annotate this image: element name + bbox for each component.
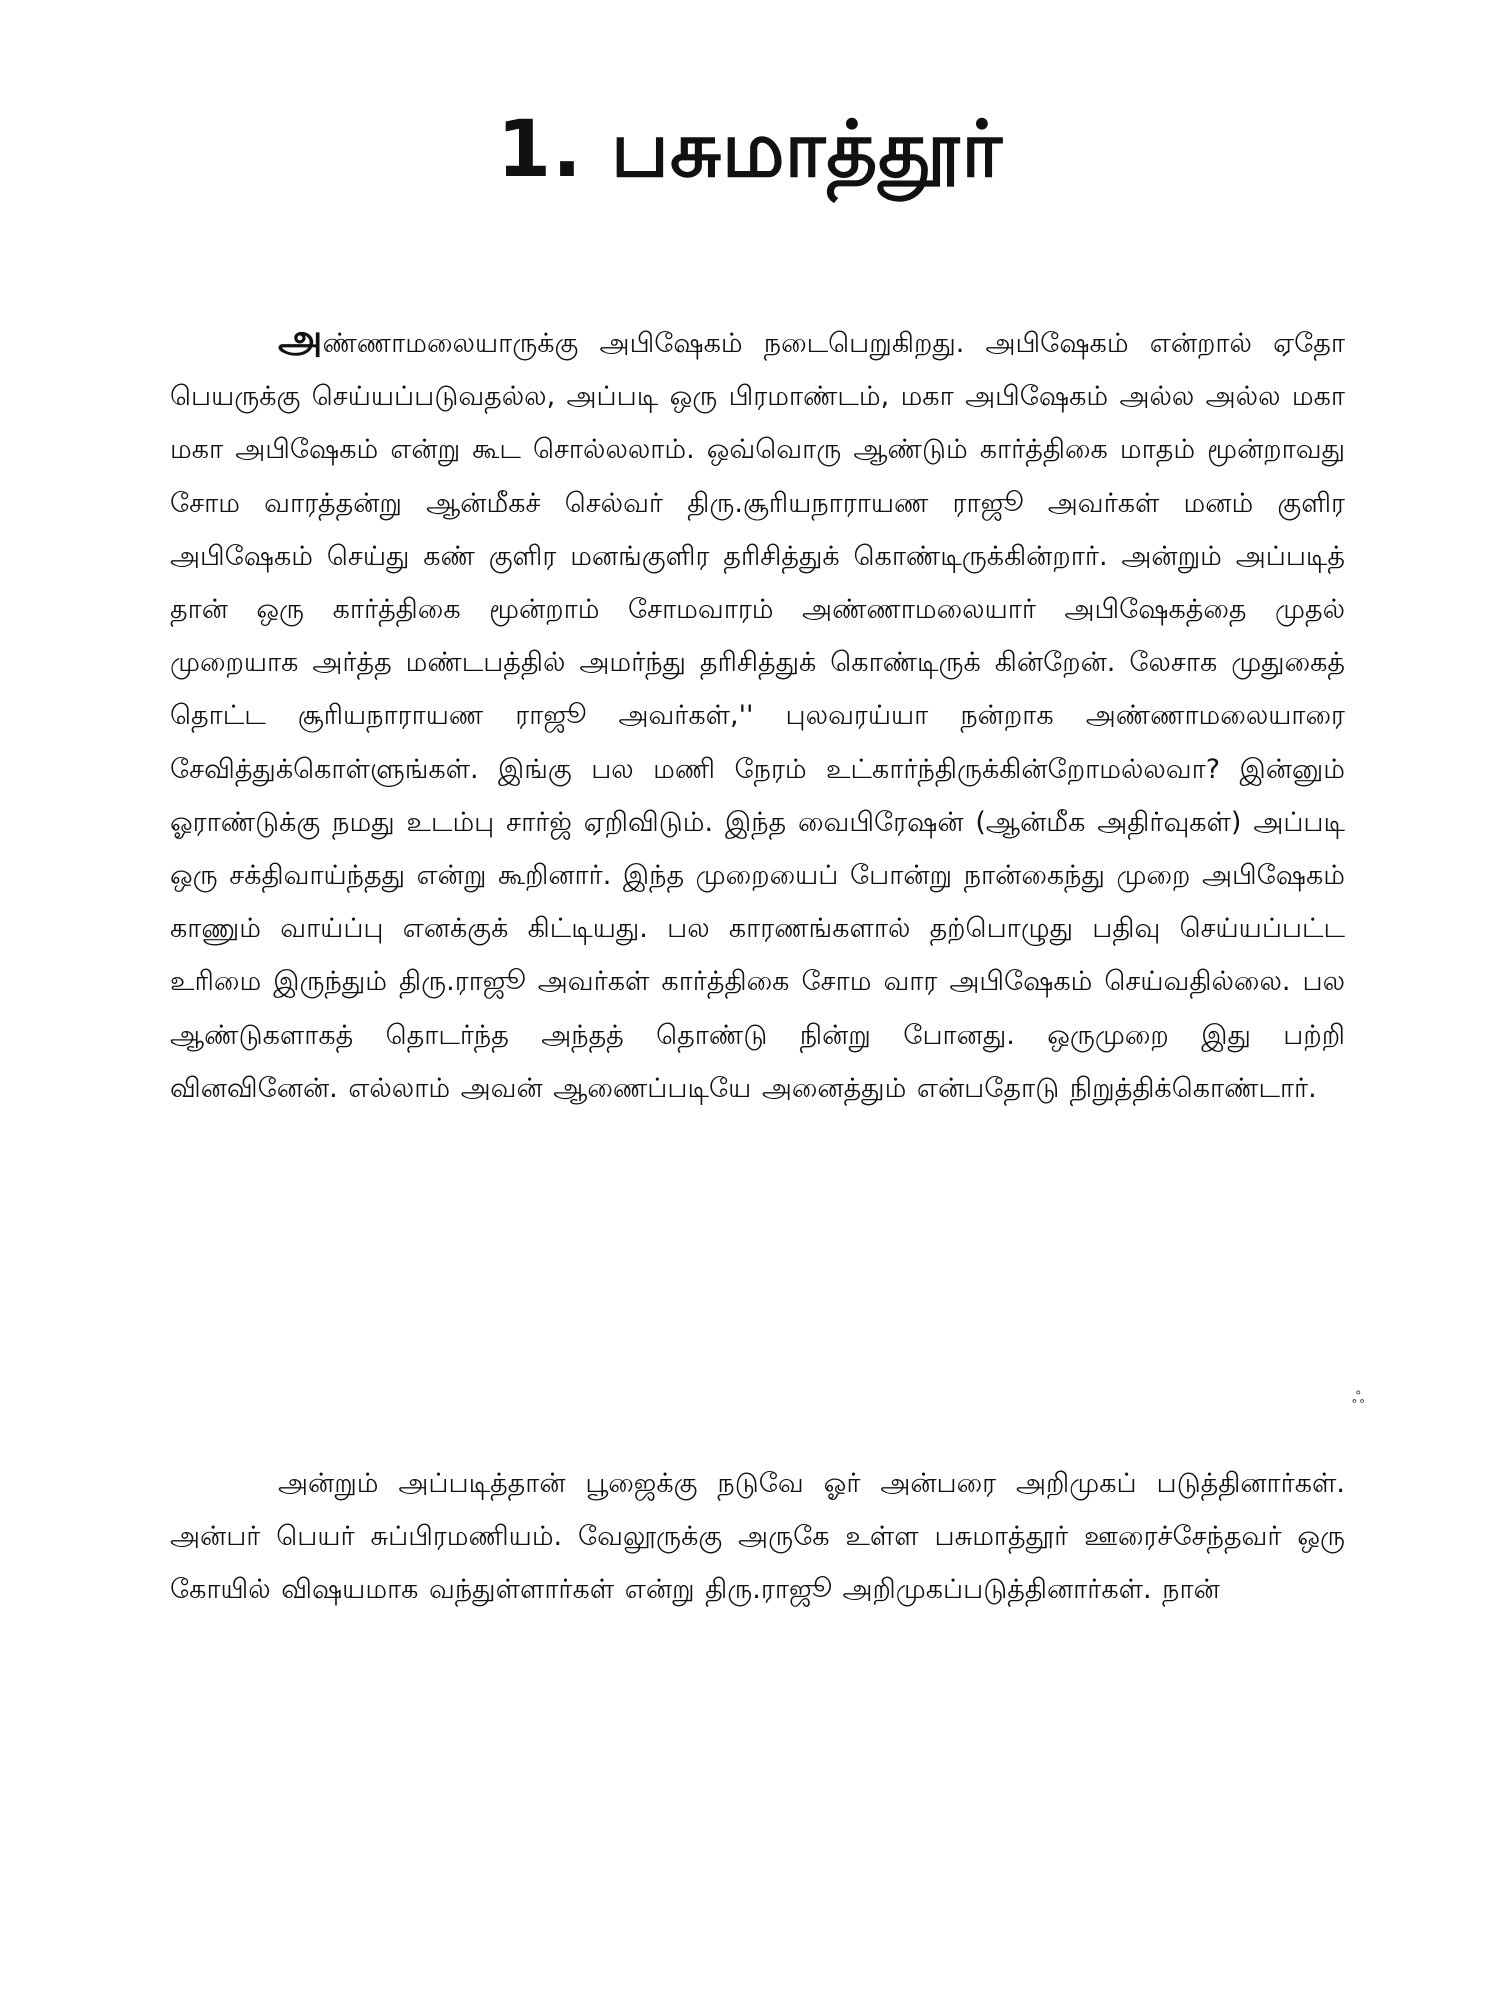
- margin-mark: ஃ: [1352, 1388, 1365, 1407]
- chapter-title: 1. பசுமாத்தூர்: [496, 105, 1004, 195]
- paragraph-1-text: ண்ணாமலையாருக்கு அபிஷேகம் நடைபெறுகிறது. அபிஷேகம் என்றால் ஏதோ பெயருக்கு செய்யப்படுவதல்ல, அப்படி ஒரு பிரமாண்டம், மகா அபிஷேகம் அல்ல அல்ல மகா மகா அபிஷேகம் என்று கூட சொல்லலாம். ஒவ்வொரு ஆண்டும் கார்த்திகை மாதம் மூன்றாவது சோம வாரத்தன்று ஆன்மீகச் செல்வர் திரு.சூரியநாராயண ராஜூ அவர்கள் மனம் குளிர அபிஷேகம் செய்து கண் குளிர மனங்குளிர தரிசித்துக் கொண்டிருக்கின்றார். அன்றும் அப்படித் தான் ஒரு கார்த்திகை மூன்றாம் சோமவாரம் அண்ணாமலையார் அபிஷேகத்தை முதல் முறையாக அர்த்த மண்டபத்தில் அமர்ந்து தரிசித்துக் கொண்டிருக் கின்றேன். லேசாக முதுகைத் தொட்ட சூரியநாராயண ராஜூ அவர்கள்,'' புலவரய்யா நன்றாக அண்ணாமலையாரை சேவித்துக்கொள்ளுங்கள். இங்கு பல மணி நேரம் உட்கார்ந்திருக்கின்றோமல்லவா? இன்னும் ஓராண்டுக்கு நமது உடம்பு சார்ஜ் ஏறிவிடும். இந்த வைபிரேஷன் (ஆன்மீக அதிர்வுகள்) அப்படி ஒரு சக்திவாய்ந்தது என்று கூறினார். இந்த முறையைப் போன்று நான்கைந்து முறை அபிஷேகம் காணும் வாய்ப்பு எனக்குக் கிட்டியது. பல காரணங்களால் தற்பொழுது பதிவு செய்யப்பட்ட உரிமை இருந்தும் திரு.ராஜூ அவர்கள் கார்த்திகை சோம வார அபிஷேகம் செய்வதில்லை. பல ஆண்டுகளாகத் தொடர்ந்த அந்தத் தொண்டு நின்று போனது. ஒருமுறை இது பற்றி வினவினேன். எல்லாம் அவன் ஆணைப்படியே அனைத்தும் என்பதோடு நிறுத்திக்கொண்டார்.: [170, 328, 1345, 1104]
- paragraph-2-text: அன்றும் அப்படித்தான் பூஜைக்கு நடுவே ஓர் அன்பரை அறிமுகப் படுத்தினார்கள். அன்பர் பெயர் சுப்பிரமணியம். வேலூருக்கு அருகே உள்ள பசுமாத்தூர் ஊரைச்சேந்தவர் ஒரு கோயில் விஷயமாக வந்துள்ளார்கள் என்று திரு.ராஜூ அறிமுகப்படுத்தினார்கள். நான்: [170, 1468, 1345, 1606]
- paragraph-1-lead-letter: அ: [278, 316, 323, 362]
- paragraph-1: [170, 313, 1345, 1115]
- paragraph-2: [170, 1457, 1345, 1617]
